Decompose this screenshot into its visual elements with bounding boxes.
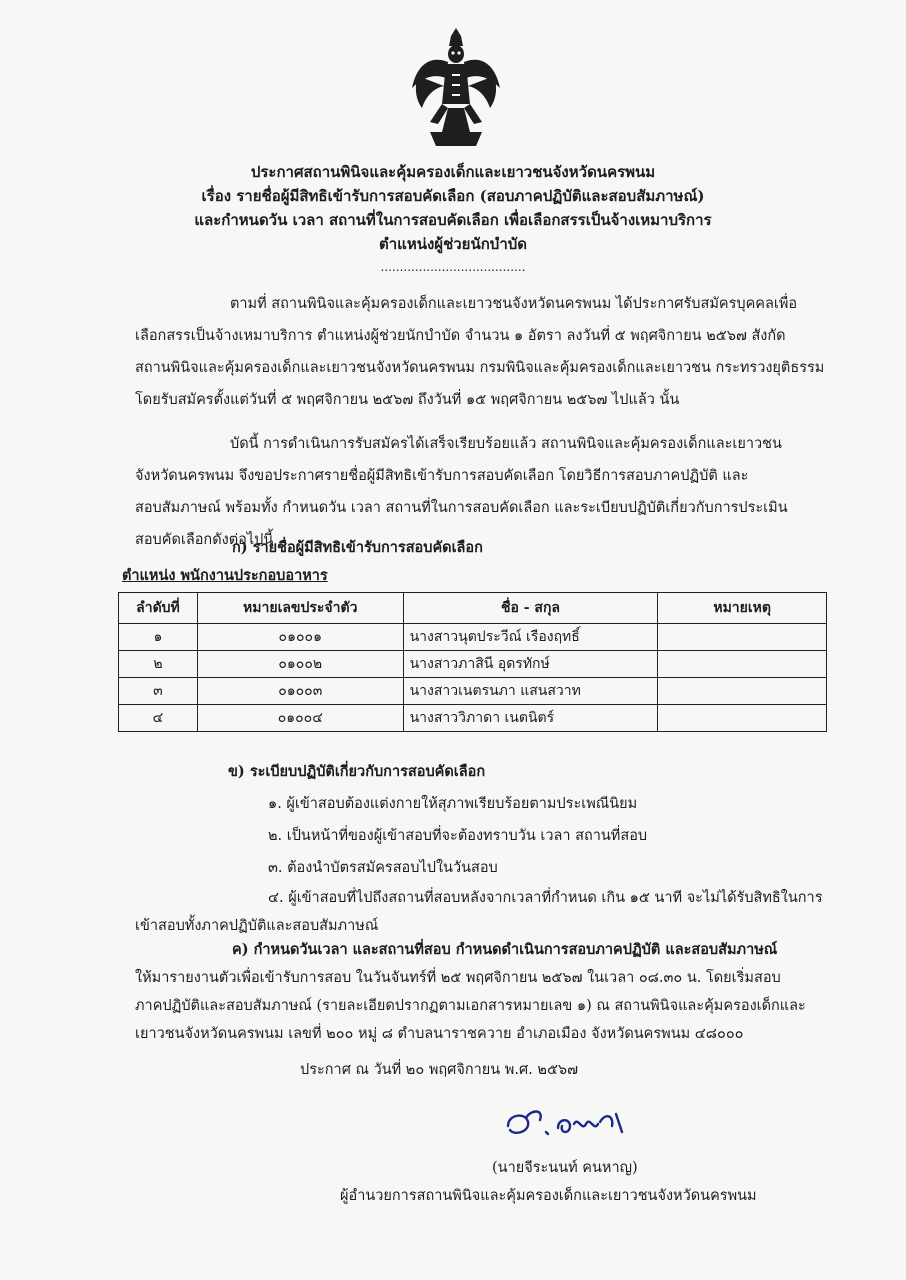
- intro-line-3: สถานพินิจและคุ้มครองเด็กและเยาวชนจังหวัดนครพนม กรมพินิจและคุ้มครองเด็กและเยาวชน กระทรวงยุติธรรม: [135, 360, 825, 376]
- announce-date: ประกาศ ณ วันที่ ๒๐ พฤศจิกายน พ.ศ. ๒๕๖๗: [300, 1062, 579, 1078]
- section-c-heading: ค) กำหนดวันเวลา และสถานที่สอบ กำหนดดำเนินการสอบภาคปฏิบัติ และสอบสัมภาษณ์: [232, 941, 778, 958]
- now-line-2: จังหวัดนครพนม จึงขอประกาศรายชื่อผู้มีสิทธิเข้ารับการสอบคัดเลือก โดยวิธีการสอบภาคปฏิบัติ และ: [135, 468, 749, 484]
- row-no: ๓: [119, 678, 198, 705]
- now-line-1: บัดนี้ การดำเนินการรับสมัครได้เสร็จเรียบร้อยแล้ว สถานพินิจและคุ้มครองเด็กและเยาวชน: [230, 436, 782, 452]
- signatory-position: ผู้อำนวยการสถานพินิจและคุ้มครองเด็กและเยาวชนจังหวัดนครพนม: [340, 1188, 757, 1204]
- now-line-3: สอบสัมภาษณ์ พร้อมทั้ง กำหนดวัน เวลา สถานที่ในการสอบคัดเลือก และระเบียบปฏิบัติเกี่ยวกับการประเมิน: [135, 500, 788, 516]
- section-b-heading: ข) ระเบียบปฏิบัติเกี่ยวกับการสอบคัดเลือก: [228, 763, 486, 780]
- title-separator: ......................................: [380, 260, 526, 274]
- now-line-4: สอบคัดเลือกดังต่อไปนี้: [135, 532, 274, 548]
- row-note: [658, 678, 827, 705]
- position-label: ตำแหน่ง พนักงานประกอบอาหาร: [122, 567, 328, 584]
- table-header-row: [119, 593, 827, 624]
- row-no: ๑: [119, 624, 198, 651]
- row-name: นางสาวเนตรนภา แสนสวาท: [403, 678, 658, 705]
- rule-item-4: ๔. ผู้เข้าสอบที่ไปถึงสถานที่สอบหลังจากเวลาที่กำหนด เกิน ๑๕ นาที จะไม่ได้รับสิทธิในการ: [268, 890, 823, 906]
- rule-item-2: ๒. เป็นหน้าที่ของผู้เข้าสอบที่จะต้องทราบวัน เวลา สถานที่สอบ: [268, 828, 648, 844]
- intro-line-4: โดยรับสมัครตั้งแต่วันที่ ๕ พฤศจิกายน ๒๕๖๗ ถึงวันที่ ๑๕ พฤศจิกายน ๒๕๖๗ ไปแล้ว นั้น: [135, 392, 680, 408]
- garuda-emblem-icon: [408, 24, 504, 152]
- table-row: [119, 678, 827, 705]
- title-line-2: เรื่อง รายชื่อผู้มีสิทธิเข้ารับการสอบคัดเลือก (สอบภาคปฏิบัติและสอบสัมภาษณ์): [201, 187, 705, 205]
- header-no: ลำดับที่: [119, 593, 198, 624]
- section-a-heading: ก) รายชื่อผู้มีสิทธิเข้ารับการสอบคัดเลือก: [232, 539, 483, 556]
- candidates-table: [118, 592, 827, 732]
- title-line-1: ประกาศสถานพินิจและคุ้มครองเด็กและเยาวชนจังหวัดนครพนม: [250, 163, 656, 181]
- row-no: ๔: [119, 705, 198, 732]
- row-note: [658, 705, 827, 732]
- row-no: ๒: [119, 651, 198, 678]
- title-line-3: และกำหนดวัน เวลา สถานที่ในการสอบคัดเลือก เพื่อเลือกสรรเป็นจ้างเหมาบริการ: [194, 211, 712, 229]
- table-row: [119, 624, 827, 651]
- row-id: ๐๑๐๐๔: [197, 705, 403, 732]
- header-id: หมายเลขประจำตัว: [197, 593, 403, 624]
- intro-line-1: ตามที่ สถานพินิจและคุ้มครองเด็กและเยาวชนจังหวัดนครพนม ได้ประกาศรับสมัครบุคคลเพื่อ: [230, 296, 798, 312]
- row-name: นางสาวนุตประวีณ์ เรืองฤทธิ์: [403, 624, 658, 651]
- row-name: นางสาวภาสินี อุดรทักษ์: [403, 651, 658, 678]
- intro-line-2: เลือกสรรเป็นจ้างเหมาบริการ ตำแหน่งผู้ช่วยนักบำบัด จำนวน ๑ อัตรา ลงวันที่ ๕ พฤศจิกายน ๒๕๖๗ สังกัด: [135, 328, 786, 344]
- rule-item-3: ๓. ต้องนำบัตรสมัครสอบไปในวันสอบ: [268, 860, 498, 876]
- table-row: [119, 705, 827, 732]
- row-note: [658, 651, 827, 678]
- exam-line-3: เยาวชนจังหวัดนครพนม เลขที่ ๒๐๐ หมู่ ๘ ตำบลนาราชควาย อำเภอเมือง จังหวัดนครพนม ๔๘๐๐๐: [135, 1026, 744, 1042]
- exam-line-2: ภาคปฏิบัติและสอบสัมภาษณ์ (รายละเอียดปรากฏตามเอกสารหมายเลข ๑) ณ สถานพินิจและคุ้มครองเด็กและ: [135, 998, 806, 1014]
- table-row: [119, 651, 827, 678]
- row-note: [658, 624, 827, 651]
- row-id: ๐๑๐๐๓: [197, 678, 403, 705]
- row-name: นางสาววิภาดา เนตนิตร์: [403, 705, 658, 732]
- title-line-4: ตำแหน่งผู้ช่วยนักบำบัด: [378, 235, 528, 253]
- header-note: หมายเหตุ: [658, 593, 827, 624]
- rule-item-1: ๑. ผู้เข้าสอบต้องแต่งกายให้สุภาพเรียบร้อยตามประเพณีนิยม: [268, 796, 638, 812]
- row-id: ๐๑๐๐๒: [197, 651, 403, 678]
- signature: [500, 1104, 640, 1144]
- exam-line-1: ให้มารายงานตัวเพื่อเข้ารับการสอบ ในวันจันทร์ที่ ๒๕ พฤศจิกายน ๒๕๖๗ ในเวลา ๐๘.๓๐ น. โดยเริ่มสอบ: [135, 970, 781, 986]
- signatory-name: (นายจีระนนท์ คนหาญ): [492, 1160, 638, 1176]
- row-id: ๐๑๐๐๑: [197, 624, 403, 651]
- header-name: ชื่อ - สกุล: [403, 593, 658, 624]
- rule-item-4-cont: เข้าสอบทั้งภาคปฏิบัติและสอบสัมภาษณ์: [135, 918, 379, 934]
